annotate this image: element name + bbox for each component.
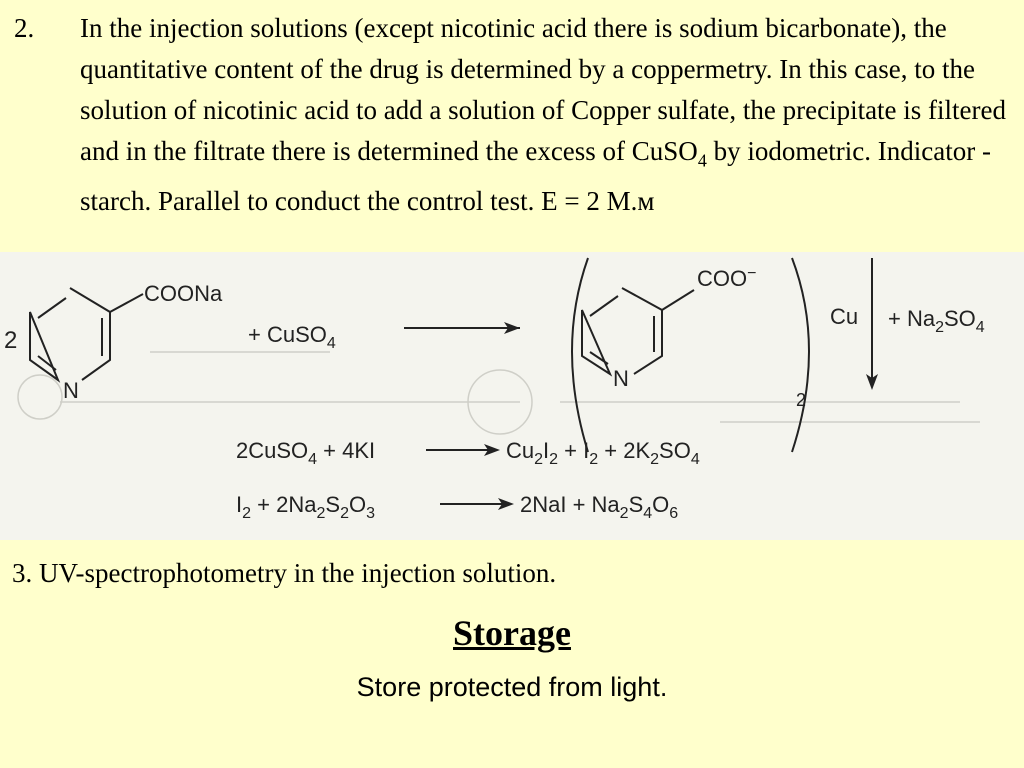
item-2-text: In the injection solutions (except nicotinic acid there is sodium bicarbonate), the quantitative content of the drug is determined by a coppermetry. In this case, to the solution of nicotinic acid to add a solution of Copper sulfate, the precipitate is filtered and in the filtrate there is determined the excess of CuSO$_4$ by iodometric. Indicator - starch. Parallel to conduct the control test. E = 2 M.м	[80, 13, 1007, 217]
equation-2-products: $Cu_2I_2 + I_2 + 2K_2SO_4$	[506, 438, 700, 468]
pyridine-ring-reactant	[30, 288, 143, 380]
equation-3-products: $2NaI + Na_2S_4O_6$	[520, 492, 679, 522]
product-metal-label: Cu	[830, 304, 859, 329]
byproduct-label: + $Na_2SO_4$	[888, 306, 985, 336]
product-group-label: COO−	[697, 265, 757, 291]
substituent-label: COONa	[144, 281, 223, 306]
reagent-label: + CuSO$_4$	[248, 322, 336, 352]
equation-3-reactants: $I_2 + 2Na_2S_2O_3$	[236, 492, 375, 522]
coefficient-label: 2	[4, 327, 18, 354]
equation-2-reactants: 2CuSO$_4$ + 4KI	[236, 438, 376, 468]
equation-3-arrow	[440, 498, 514, 510]
reaction-arrow	[404, 322, 520, 334]
reaction-scheme	[0, 252, 1024, 540]
equation-2-arrow	[426, 444, 500, 456]
right-bracket	[792, 258, 809, 452]
faint-background-image	[18, 352, 980, 434]
product-nitrogen-label: N	[613, 366, 629, 391]
storage-heading: Storage	[453, 613, 571, 653]
item-2-paragraph	[14, 8, 1014, 222]
storage-text: Store protected from light.	[356, 672, 668, 702]
reaction-scheme-svg	[0, 252, 1024, 540]
item-3-paragraph: 3. UV-spectrophotometry in the injection solution.	[12, 558, 557, 588]
left-bracket	[572, 258, 588, 452]
precipitate-arrow	[866, 258, 878, 390]
ring-nitrogen-label: N	[63, 378, 79, 403]
product-count-label: 2	[796, 390, 807, 410]
item-number: 2.	[14, 13, 35, 43]
pyridine-ring-product	[582, 288, 694, 374]
